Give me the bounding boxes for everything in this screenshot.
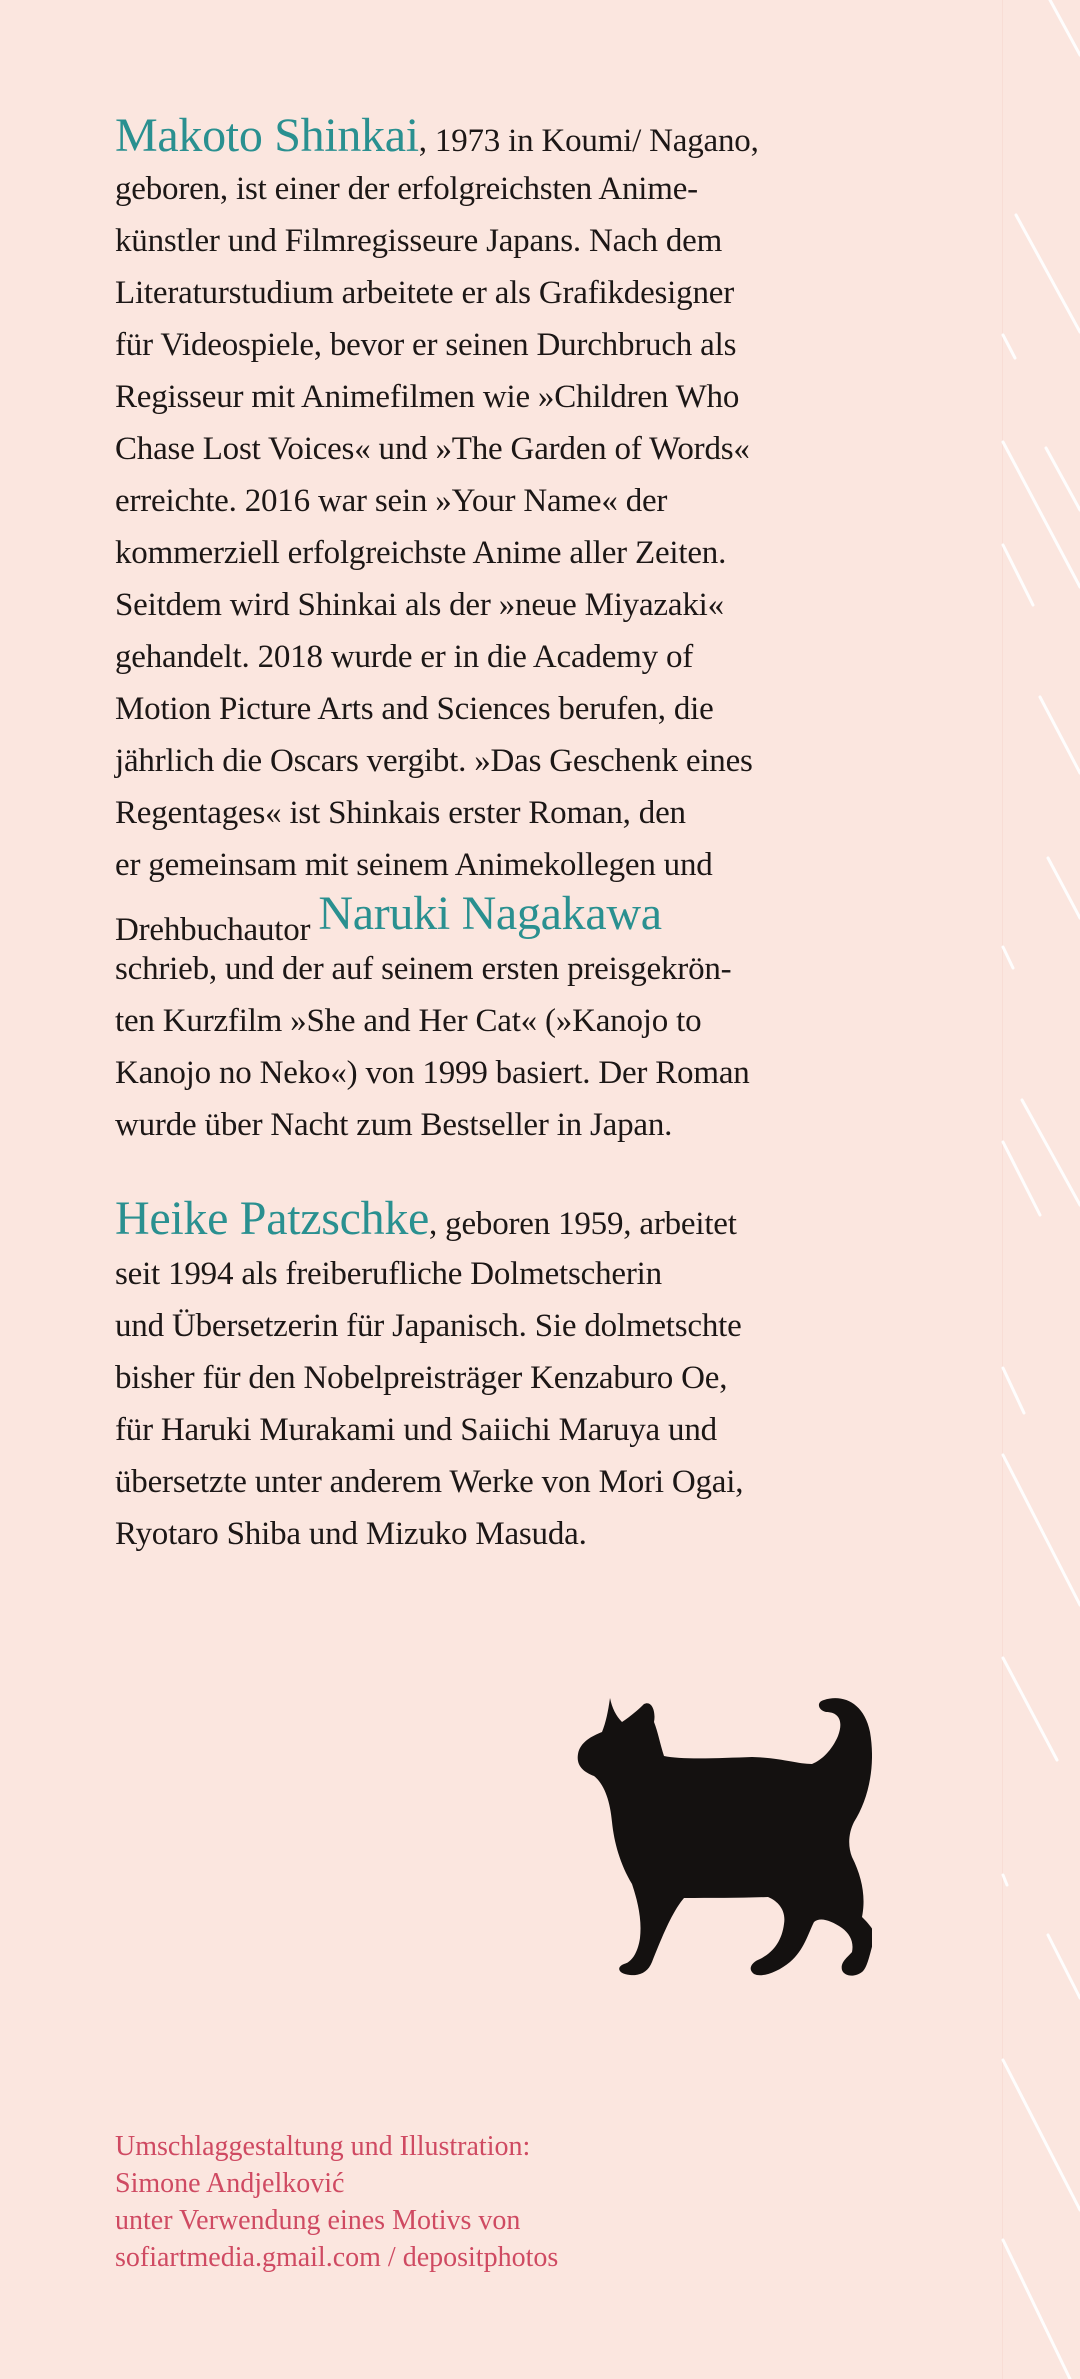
bio-line: Kanojo no Neko«) von 1999 basiert. Der Roman: [115, 1055, 750, 1091]
bio-line: seit 1994 als freiberufliche Dolmetscherin: [115, 1256, 662, 1292]
credit-line: sofiartmedia.gmail.com / depositphotos: [115, 2242, 559, 2273]
bio-line: schrieb, und der auf seinem ersten preisgekrön-: [115, 951, 732, 987]
bio-line-coauthor: [115, 887, 662, 948]
bio-line: Chase Lost Voices« und »The Garden of Words«: [115, 431, 750, 467]
bio-line: Literaturstudium arbeitete er als Grafikdesigner: [115, 275, 734, 311]
bio-line: bisher für den Nobelpreisträger Kenzaburo Oe,: [115, 1360, 728, 1396]
bio-line: ten Kurzfilm »She and Her Cat« (»Kanojo to: [115, 1003, 702, 1039]
bio-line: jährlich die Oscars vergibt. »Das Geschenk eines: [115, 743, 753, 779]
bio-line: kommerziell erfolgreichste Anime aller Zeiten.: [115, 535, 727, 571]
bio-patzschke-line-1: [115, 1192, 737, 1245]
bio-line: wurde über Nacht zum Bestseller in Japan.: [115, 1107, 673, 1143]
bio-line: Ryotaro Shiba und Mizuko Masuda.: [115, 1516, 587, 1552]
bio-line: erreichte. 2016 war sein »Your Name« der: [115, 483, 668, 519]
bio-line: Regentages« ist Shinkais erster Roman, den: [115, 795, 686, 831]
bio-line: und Übersetzerin für Japanisch. Sie dolmetschte: [115, 1308, 742, 1344]
cat-silhouette-icon: [572, 1672, 872, 1982]
bio-line: Seitdem wird Shinkai als der »neue Miyazaki«: [115, 587, 724, 623]
credit-line: Umschlaggestaltung und Illustration:: [115, 2131, 531, 2162]
credit-line: unter Verwendung eines Motivs von: [115, 2205, 521, 2236]
bio-text: , geboren 1959, arbeitet: [429, 1206, 737, 1242]
bio-line: gehandelt. 2018 wurde er in die Academy of: [115, 639, 694, 675]
bio-shinkai-line-1: [115, 109, 759, 162]
bio-text: , 1973 in Koumi/ Nagano,: [418, 123, 759, 159]
bio-text: Drehbuchautor: [115, 912, 319, 948]
author-name-shinkai: Makoto Shinkai: [115, 109, 419, 162]
bio-line: für Videospiele, bevor er seinen Durchbruch als: [115, 327, 737, 363]
translator-name-patzschke: Heike Patzschke: [115, 1192, 430, 1245]
bio-line: Motion Picture Arts and Sciences berufen, die: [115, 691, 714, 727]
credit-line: Simone Andjelković: [115, 2168, 345, 2199]
bio-line: Regisseur mit Animefilmen wie »Children Who: [115, 379, 740, 415]
bio-line: geboren, ist einer der erfolgreichsten Anime-: [115, 171, 698, 207]
bio-line: übersetzte unter anderem Werke von Mori Ogai,: [115, 1464, 744, 1500]
author-name-nagakawa: Naruki Nagakawa: [318, 887, 662, 940]
bio-line: für Haruki Murakami und Saiichi Maruya und: [115, 1412, 717, 1448]
bio-line: er gemeinsam mit seinem Animekollegen und: [115, 847, 713, 883]
bio-line: künstler und Filmregisseure Japans. Nach dem: [115, 223, 723, 259]
